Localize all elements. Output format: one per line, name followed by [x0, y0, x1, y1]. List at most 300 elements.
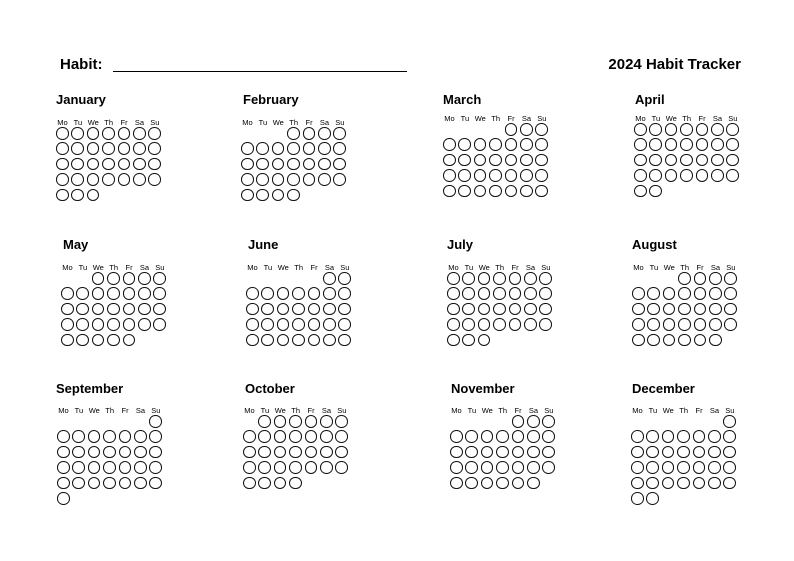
day-checkbox-august-8[interactable] — [678, 287, 691, 300]
day-checkbox-december-24[interactable] — [646, 477, 659, 490]
day-checkbox-january-4[interactable] — [102, 127, 115, 140]
day-checkbox-august-14[interactable] — [663, 303, 676, 316]
day-checkbox-july-27[interactable] — [524, 318, 537, 331]
day-checkbox-september-15[interactable] — [149, 446, 162, 459]
day-checkbox-january-25[interactable] — [102, 173, 115, 186]
day-checkbox-july-17[interactable] — [478, 303, 491, 316]
day-checkbox-november-3[interactable] — [542, 415, 555, 428]
day-checkbox-october-24[interactable] — [289, 461, 302, 474]
day-checkbox-january-22[interactable] — [56, 173, 69, 186]
day-checkbox-october-16[interactable] — [274, 446, 287, 459]
day-checkbox-december-27[interactable] — [693, 477, 706, 490]
day-checkbox-may-5[interactable] — [153, 272, 166, 285]
day-checkbox-november-13[interactable] — [481, 446, 494, 459]
day-checkbox-july-30[interactable] — [462, 334, 475, 347]
day-checkbox-january-14[interactable] — [148, 142, 161, 155]
day-checkbox-june-19[interactable] — [277, 318, 290, 331]
day-checkbox-september-7[interactable] — [134, 430, 147, 443]
day-checkbox-september-30[interactable] — [57, 492, 70, 505]
day-checkbox-may-4[interactable] — [138, 272, 151, 285]
day-checkbox-july-2[interactable] — [462, 272, 475, 285]
day-checkbox-january-13[interactable] — [133, 142, 146, 155]
day-checkbox-january-31[interactable] — [87, 189, 100, 202]
day-checkbox-december-25[interactable] — [662, 477, 675, 490]
day-checkbox-june-5[interactable] — [277, 287, 290, 300]
day-checkbox-june-6[interactable] — [292, 287, 305, 300]
day-checkbox-july-16[interactable] — [462, 303, 475, 316]
day-checkbox-june-17[interactable] — [246, 318, 259, 331]
day-checkbox-november-12[interactable] — [465, 446, 478, 459]
day-checkbox-october-10[interactable] — [289, 430, 302, 443]
day-checkbox-october-17[interactable] — [289, 446, 302, 459]
day-checkbox-march-15[interactable] — [505, 154, 518, 167]
day-checkbox-july-26[interactable] — [509, 318, 522, 331]
day-checkbox-june-12[interactable] — [277, 303, 290, 316]
day-checkbox-september-23[interactable] — [57, 477, 70, 490]
day-checkbox-february-20[interactable] — [256, 173, 269, 186]
day-checkbox-november-29[interactable] — [512, 477, 525, 490]
day-checkbox-april-11[interactable] — [680, 138, 693, 151]
day-checkbox-may-19[interactable] — [153, 303, 166, 316]
day-checkbox-january-15[interactable] — [56, 158, 69, 171]
day-checkbox-october-25[interactable] — [305, 461, 318, 474]
day-checkbox-october-6[interactable] — [335, 415, 348, 428]
day-checkbox-july-5[interactable] — [509, 272, 522, 285]
day-checkbox-february-3[interactable] — [318, 127, 331, 140]
day-checkbox-june-26[interactable] — [277, 334, 290, 347]
day-checkbox-august-21[interactable] — [663, 318, 676, 331]
day-checkbox-january-7[interactable] — [148, 127, 161, 140]
day-checkbox-november-28[interactable] — [496, 477, 509, 490]
day-checkbox-july-25[interactable] — [493, 318, 506, 331]
day-checkbox-october-31[interactable] — [289, 477, 302, 490]
day-checkbox-march-10[interactable] — [535, 138, 548, 151]
day-checkbox-march-12[interactable] — [458, 154, 471, 167]
day-checkbox-april-24[interactable] — [665, 169, 678, 182]
day-checkbox-june-23[interactable] — [338, 318, 351, 331]
day-checkbox-september-9[interactable] — [57, 446, 70, 459]
day-checkbox-november-18[interactable] — [450, 461, 463, 474]
day-checkbox-june-11[interactable] — [261, 303, 274, 316]
day-checkbox-february-12[interactable] — [241, 158, 254, 171]
day-checkbox-october-8[interactable] — [258, 430, 271, 443]
day-checkbox-february-16[interactable] — [303, 158, 316, 171]
day-checkbox-april-28[interactable] — [726, 169, 739, 182]
day-checkbox-february-27[interactable] — [256, 189, 269, 202]
day-checkbox-november-23[interactable] — [527, 461, 540, 474]
day-checkbox-january-2[interactable] — [71, 127, 84, 140]
day-checkbox-august-3[interactable] — [709, 272, 722, 285]
day-checkbox-april-6[interactable] — [711, 123, 724, 136]
day-checkbox-june-16[interactable] — [338, 303, 351, 316]
day-checkbox-march-23[interactable] — [520, 169, 533, 182]
day-checkbox-september-13[interactable] — [119, 446, 132, 459]
day-checkbox-march-4[interactable] — [443, 138, 456, 151]
day-checkbox-november-15[interactable] — [512, 446, 525, 459]
day-checkbox-june-4[interactable] — [261, 287, 274, 300]
day-checkbox-december-14[interactable] — [708, 446, 721, 459]
day-checkbox-july-28[interactable] — [539, 318, 552, 331]
day-checkbox-april-17[interactable] — [665, 154, 678, 167]
day-checkbox-september-8[interactable] — [149, 430, 162, 443]
day-checkbox-march-2[interactable] — [520, 123, 533, 136]
day-checkbox-september-4[interactable] — [88, 430, 101, 443]
day-checkbox-july-12[interactable] — [509, 287, 522, 300]
day-checkbox-january-1[interactable] — [56, 127, 69, 140]
day-checkbox-october-15[interactable] — [258, 446, 271, 459]
day-checkbox-november-4[interactable] — [450, 430, 463, 443]
day-checkbox-july-11[interactable] — [493, 287, 506, 300]
day-checkbox-january-30[interactable] — [71, 189, 84, 202]
day-checkbox-april-27[interactable] — [711, 169, 724, 182]
day-checkbox-november-7[interactable] — [496, 430, 509, 443]
day-checkbox-march-29[interactable] — [505, 185, 518, 198]
day-checkbox-december-29[interactable] — [723, 477, 736, 490]
day-checkbox-august-29[interactable] — [678, 334, 691, 347]
day-checkbox-april-19[interactable] — [696, 154, 709, 167]
day-checkbox-july-9[interactable] — [462, 287, 475, 300]
day-checkbox-february-14[interactable] — [272, 158, 285, 171]
day-checkbox-may-31[interactable] — [123, 334, 136, 347]
day-checkbox-march-14[interactable] — [489, 154, 502, 167]
day-checkbox-april-21[interactable] — [726, 154, 739, 167]
day-checkbox-march-20[interactable] — [474, 169, 487, 182]
day-checkbox-november-16[interactable] — [527, 446, 540, 459]
day-checkbox-october-19[interactable] — [320, 446, 333, 459]
day-checkbox-january-17[interactable] — [87, 158, 100, 171]
day-checkbox-july-10[interactable] — [478, 287, 491, 300]
day-checkbox-february-28[interactable] — [272, 189, 285, 202]
day-checkbox-august-13[interactable] — [647, 303, 660, 316]
day-checkbox-november-25[interactable] — [450, 477, 463, 490]
day-checkbox-january-16[interactable] — [71, 158, 84, 171]
day-checkbox-november-21[interactable] — [496, 461, 509, 474]
day-checkbox-march-30[interactable] — [520, 185, 533, 198]
day-checkbox-january-28[interactable] — [148, 173, 161, 186]
day-checkbox-may-26[interactable] — [153, 318, 166, 331]
day-checkbox-may-15[interactable] — [92, 303, 105, 316]
day-checkbox-august-15[interactable] — [678, 303, 691, 316]
day-checkbox-august-31[interactable] — [709, 334, 722, 347]
day-checkbox-july-3[interactable] — [478, 272, 491, 285]
day-checkbox-april-30[interactable] — [649, 185, 662, 198]
day-checkbox-october-4[interactable] — [305, 415, 318, 428]
day-checkbox-february-23[interactable] — [303, 173, 316, 186]
day-checkbox-october-12[interactable] — [320, 430, 333, 443]
day-checkbox-december-31[interactable] — [646, 492, 659, 505]
day-checkbox-may-11[interactable] — [138, 287, 151, 300]
day-checkbox-december-13[interactable] — [693, 446, 706, 459]
day-checkbox-march-6[interactable] — [474, 138, 487, 151]
day-checkbox-january-10[interactable] — [87, 142, 100, 155]
day-checkbox-april-13[interactable] — [711, 138, 724, 151]
day-checkbox-march-21[interactable] — [489, 169, 502, 182]
day-checkbox-may-14[interactable] — [76, 303, 89, 316]
day-checkbox-january-12[interactable] — [118, 142, 131, 155]
day-checkbox-july-23[interactable] — [462, 318, 475, 331]
day-checkbox-november-9[interactable] — [527, 430, 540, 443]
day-checkbox-may-22[interactable] — [92, 318, 105, 331]
day-checkbox-august-5[interactable] — [632, 287, 645, 300]
day-checkbox-june-2[interactable] — [338, 272, 351, 285]
day-checkbox-may-30[interactable] — [107, 334, 120, 347]
day-checkbox-november-11[interactable] — [450, 446, 463, 459]
day-checkbox-august-19[interactable] — [632, 318, 645, 331]
day-checkbox-march-8[interactable] — [505, 138, 518, 151]
day-checkbox-february-25[interactable] — [333, 173, 346, 186]
day-checkbox-july-24[interactable] — [478, 318, 491, 331]
day-checkbox-october-2[interactable] — [274, 415, 287, 428]
day-checkbox-april-18[interactable] — [680, 154, 693, 167]
day-checkbox-september-21[interactable] — [134, 461, 147, 474]
day-checkbox-may-12[interactable] — [153, 287, 166, 300]
day-checkbox-may-18[interactable] — [138, 303, 151, 316]
day-checkbox-november-2[interactable] — [527, 415, 540, 428]
day-checkbox-may-10[interactable] — [123, 287, 136, 300]
day-checkbox-october-21[interactable] — [243, 461, 256, 474]
day-checkbox-december-12[interactable] — [677, 446, 690, 459]
day-checkbox-june-13[interactable] — [292, 303, 305, 316]
day-checkbox-february-1[interactable] — [287, 127, 300, 140]
day-checkbox-january-18[interactable] — [102, 158, 115, 171]
day-checkbox-march-3[interactable] — [535, 123, 548, 136]
day-checkbox-october-20[interactable] — [335, 446, 348, 459]
day-checkbox-november-10[interactable] — [542, 430, 555, 443]
day-checkbox-may-20[interactable] — [61, 318, 74, 331]
day-checkbox-june-27[interactable] — [292, 334, 305, 347]
day-checkbox-march-19[interactable] — [458, 169, 471, 182]
day-checkbox-february-24[interactable] — [318, 173, 331, 186]
day-checkbox-october-29[interactable] — [258, 477, 271, 490]
day-checkbox-february-11[interactable] — [333, 142, 346, 155]
day-checkbox-may-23[interactable] — [107, 318, 120, 331]
day-checkbox-december-23[interactable] — [631, 477, 644, 490]
day-checkbox-february-8[interactable] — [287, 142, 300, 155]
day-checkbox-december-15[interactable] — [723, 446, 736, 459]
day-checkbox-june-10[interactable] — [246, 303, 259, 316]
day-checkbox-october-5[interactable] — [320, 415, 333, 428]
day-checkbox-july-29[interactable] — [447, 334, 460, 347]
day-checkbox-january-26[interactable] — [118, 173, 131, 186]
day-checkbox-september-2[interactable] — [57, 430, 70, 443]
day-checkbox-april-7[interactable] — [726, 123, 739, 136]
day-checkbox-october-28[interactable] — [243, 477, 256, 490]
day-checkbox-august-11[interactable] — [724, 287, 737, 300]
day-checkbox-september-29[interactable] — [149, 477, 162, 490]
day-checkbox-april-22[interactable] — [634, 169, 647, 182]
day-checkbox-october-7[interactable] — [243, 430, 256, 443]
day-checkbox-august-12[interactable] — [632, 303, 645, 316]
day-checkbox-october-11[interactable] — [305, 430, 318, 443]
day-checkbox-july-20[interactable] — [524, 303, 537, 316]
day-checkbox-march-17[interactable] — [535, 154, 548, 167]
day-checkbox-november-27[interactable] — [481, 477, 494, 490]
day-checkbox-september-3[interactable] — [72, 430, 85, 443]
day-checkbox-may-7[interactable] — [76, 287, 89, 300]
day-checkbox-august-23[interactable] — [694, 318, 707, 331]
day-checkbox-may-25[interactable] — [138, 318, 151, 331]
day-checkbox-august-6[interactable] — [647, 287, 660, 300]
day-checkbox-april-25[interactable] — [680, 169, 693, 182]
day-checkbox-february-29[interactable] — [287, 189, 300, 202]
day-checkbox-september-16[interactable] — [57, 461, 70, 474]
day-checkbox-june-29[interactable] — [323, 334, 336, 347]
day-checkbox-june-28[interactable] — [308, 334, 321, 347]
day-checkbox-november-17[interactable] — [542, 446, 555, 459]
day-checkbox-july-6[interactable] — [524, 272, 537, 285]
day-checkbox-may-29[interactable] — [92, 334, 105, 347]
day-checkbox-december-8[interactable] — [723, 430, 736, 443]
day-checkbox-september-28[interactable] — [134, 477, 147, 490]
day-checkbox-june-8[interactable] — [323, 287, 336, 300]
day-checkbox-january-5[interactable] — [118, 127, 131, 140]
day-checkbox-june-7[interactable] — [308, 287, 321, 300]
day-checkbox-june-14[interactable] — [308, 303, 321, 316]
day-checkbox-september-27[interactable] — [119, 477, 132, 490]
day-checkbox-march-31[interactable] — [535, 185, 548, 198]
day-checkbox-october-18[interactable] — [305, 446, 318, 459]
day-checkbox-december-18[interactable] — [662, 461, 675, 474]
day-checkbox-december-4[interactable] — [662, 430, 675, 443]
day-checkbox-march-25[interactable] — [443, 185, 456, 198]
day-checkbox-august-9[interactable] — [694, 287, 707, 300]
day-checkbox-march-24[interactable] — [535, 169, 548, 182]
day-checkbox-february-10[interactable] — [318, 142, 331, 155]
day-checkbox-december-22[interactable] — [723, 461, 736, 474]
day-checkbox-may-21[interactable] — [76, 318, 89, 331]
day-checkbox-september-1[interactable] — [149, 415, 162, 428]
day-checkbox-august-22[interactable] — [678, 318, 691, 331]
day-checkbox-july-18[interactable] — [493, 303, 506, 316]
day-checkbox-july-7[interactable] — [539, 272, 552, 285]
day-checkbox-april-9[interactable] — [649, 138, 662, 151]
day-checkbox-december-7[interactable] — [708, 430, 721, 443]
day-checkbox-october-27[interactable] — [335, 461, 348, 474]
day-checkbox-september-18[interactable] — [88, 461, 101, 474]
day-checkbox-october-14[interactable] — [243, 446, 256, 459]
day-checkbox-march-1[interactable] — [505, 123, 518, 136]
day-checkbox-january-24[interactable] — [87, 173, 100, 186]
day-checkbox-december-28[interactable] — [708, 477, 721, 490]
day-checkbox-september-17[interactable] — [72, 461, 85, 474]
day-checkbox-january-21[interactable] — [148, 158, 161, 171]
day-checkbox-december-3[interactable] — [646, 430, 659, 443]
day-checkbox-may-1[interactable] — [92, 272, 105, 285]
day-checkbox-august-24[interactable] — [709, 318, 722, 331]
day-checkbox-april-10[interactable] — [665, 138, 678, 151]
day-checkbox-november-22[interactable] — [512, 461, 525, 474]
day-checkbox-april-4[interactable] — [680, 123, 693, 136]
day-checkbox-february-5[interactable] — [241, 142, 254, 155]
day-checkbox-june-9[interactable] — [338, 287, 351, 300]
day-checkbox-november-20[interactable] — [481, 461, 494, 474]
day-checkbox-april-8[interactable] — [634, 138, 647, 151]
day-checkbox-september-24[interactable] — [72, 477, 85, 490]
day-checkbox-august-28[interactable] — [663, 334, 676, 347]
day-checkbox-may-16[interactable] — [107, 303, 120, 316]
day-checkbox-february-26[interactable] — [241, 189, 254, 202]
day-checkbox-august-10[interactable] — [709, 287, 722, 300]
day-checkbox-april-23[interactable] — [649, 169, 662, 182]
day-checkbox-march-27[interactable] — [474, 185, 487, 198]
day-checkbox-august-27[interactable] — [647, 334, 660, 347]
day-checkbox-january-6[interactable] — [133, 127, 146, 140]
day-checkbox-april-12[interactable] — [696, 138, 709, 151]
day-checkbox-december-20[interactable] — [693, 461, 706, 474]
day-checkbox-january-19[interactable] — [118, 158, 131, 171]
day-checkbox-november-1[interactable] — [512, 415, 525, 428]
day-checkbox-april-5[interactable] — [696, 123, 709, 136]
day-checkbox-october-23[interactable] — [274, 461, 287, 474]
day-checkbox-october-9[interactable] — [274, 430, 287, 443]
day-checkbox-june-21[interactable] — [308, 318, 321, 331]
day-checkbox-november-8[interactable] — [512, 430, 525, 443]
day-checkbox-april-3[interactable] — [665, 123, 678, 136]
day-checkbox-december-5[interactable] — [677, 430, 690, 443]
day-checkbox-february-22[interactable] — [287, 173, 300, 186]
day-checkbox-may-8[interactable] — [92, 287, 105, 300]
day-checkbox-august-18[interactable] — [724, 303, 737, 316]
day-checkbox-july-21[interactable] — [539, 303, 552, 316]
day-checkbox-april-14[interactable] — [726, 138, 739, 151]
day-checkbox-may-9[interactable] — [107, 287, 120, 300]
day-checkbox-december-21[interactable] — [708, 461, 721, 474]
day-checkbox-march-13[interactable] — [474, 154, 487, 167]
day-checkbox-october-3[interactable] — [289, 415, 302, 428]
day-checkbox-september-11[interactable] — [88, 446, 101, 459]
day-checkbox-march-22[interactable] — [505, 169, 518, 182]
day-checkbox-august-20[interactable] — [647, 318, 660, 331]
day-checkbox-september-6[interactable] — [119, 430, 132, 443]
day-checkbox-september-19[interactable] — [103, 461, 116, 474]
day-checkbox-march-26[interactable] — [458, 185, 471, 198]
day-checkbox-may-28[interactable] — [76, 334, 89, 347]
day-checkbox-december-17[interactable] — [646, 461, 659, 474]
day-checkbox-january-29[interactable] — [56, 189, 69, 202]
day-checkbox-february-21[interactable] — [272, 173, 285, 186]
day-checkbox-may-13[interactable] — [61, 303, 74, 316]
day-checkbox-april-16[interactable] — [649, 154, 662, 167]
day-checkbox-august-7[interactable] — [663, 287, 676, 300]
day-checkbox-march-16[interactable] — [520, 154, 533, 167]
day-checkbox-august-1[interactable] — [678, 272, 691, 285]
day-checkbox-march-11[interactable] — [443, 154, 456, 167]
day-checkbox-january-8[interactable] — [56, 142, 69, 155]
day-checkbox-january-9[interactable] — [71, 142, 84, 155]
day-checkbox-december-10[interactable] — [646, 446, 659, 459]
day-checkbox-april-2[interactable] — [649, 123, 662, 136]
day-checkbox-june-18[interactable] — [261, 318, 274, 331]
day-checkbox-august-25[interactable] — [724, 318, 737, 331]
day-checkbox-september-5[interactable] — [103, 430, 116, 443]
day-checkbox-march-28[interactable] — [489, 185, 502, 198]
day-checkbox-march-9[interactable] — [520, 138, 533, 151]
day-checkbox-july-22[interactable] — [447, 318, 460, 331]
day-checkbox-december-26[interactable] — [677, 477, 690, 490]
day-checkbox-april-29[interactable] — [634, 185, 647, 198]
day-checkbox-april-15[interactable] — [634, 154, 647, 167]
day-checkbox-june-15[interactable] — [323, 303, 336, 316]
day-checkbox-october-30[interactable] — [274, 477, 287, 490]
day-checkbox-june-30[interactable] — [338, 334, 351, 347]
day-checkbox-december-19[interactable] — [677, 461, 690, 474]
day-checkbox-july-4[interactable] — [493, 272, 506, 285]
habit-name-line[interactable] — [113, 71, 407, 72]
day-checkbox-july-19[interactable] — [509, 303, 522, 316]
day-checkbox-february-17[interactable] — [318, 158, 331, 171]
day-checkbox-january-11[interactable] — [102, 142, 115, 155]
day-checkbox-november-30[interactable] — [527, 477, 540, 490]
